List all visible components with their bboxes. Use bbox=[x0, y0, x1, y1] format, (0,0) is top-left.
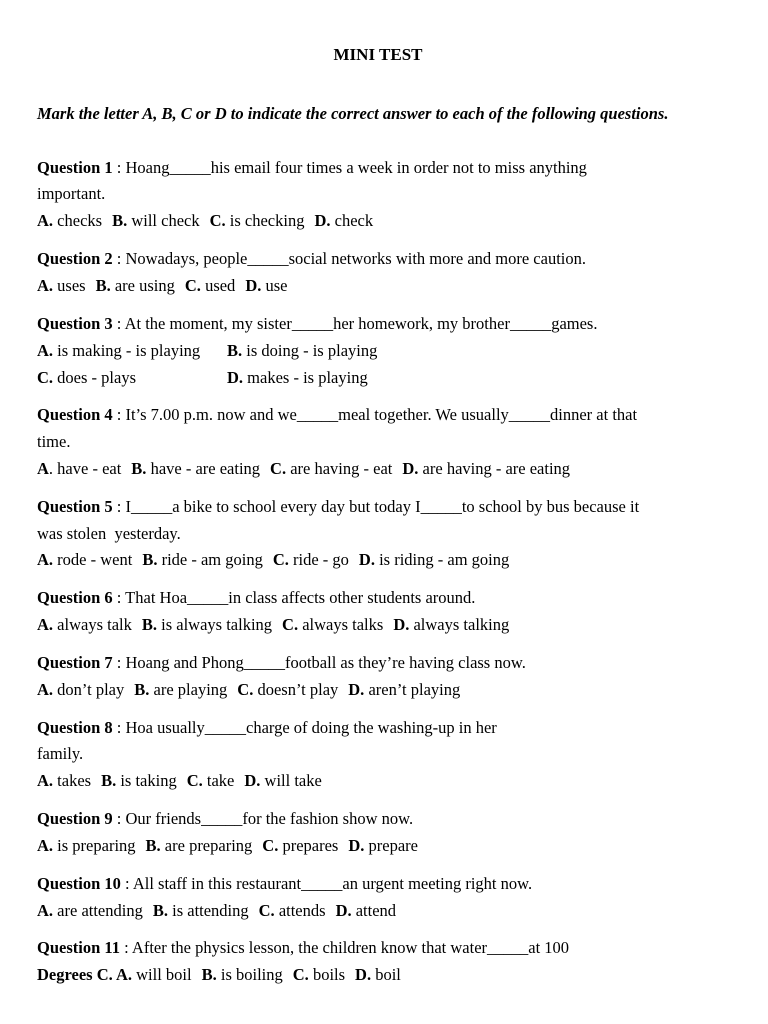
answer-options bbox=[37, 276, 287, 296]
question-stem bbox=[37, 158, 587, 178]
question-stem-continued bbox=[37, 524, 181, 544]
answer-option[interactable] bbox=[37, 459, 121, 478]
answer-option[interactable] bbox=[37, 771, 91, 790]
question-stem-continued bbox=[37, 184, 105, 204]
option-text: always talk bbox=[53, 615, 132, 634]
option-text: is always talking bbox=[157, 615, 273, 634]
option-letter: B. bbox=[112, 211, 128, 230]
question-text: time. bbox=[37, 432, 71, 451]
option-letter: B. bbox=[152, 901, 168, 920]
option-letter: Degrees C. A. bbox=[37, 965, 133, 984]
answer-option[interactable] bbox=[402, 459, 570, 478]
question-number: Question 11 bbox=[37, 938, 120, 957]
option-text: is riding - am going bbox=[374, 550, 510, 569]
answer-option[interactable] bbox=[210, 211, 305, 230]
answer-options bbox=[37, 680, 460, 700]
question-number: Question 1 bbox=[37, 158, 113, 177]
question-text: : Our friends_____for the fashion show now. bbox=[112, 809, 414, 828]
answer-option[interactable] bbox=[96, 276, 175, 295]
option-text: are attending bbox=[53, 901, 143, 920]
question-text: : Hoang_____his email four times a week in order not to miss anything bbox=[112, 158, 587, 177]
question-text: : Nowadays, people_____social networks with more and more caution. bbox=[112, 249, 586, 268]
answer-option[interactable] bbox=[37, 965, 192, 984]
option-text: aren’t playing bbox=[364, 680, 461, 699]
option-letter: C. bbox=[262, 836, 279, 855]
option-text: will take bbox=[260, 771, 322, 790]
answer-options bbox=[37, 965, 401, 985]
answer-option[interactable] bbox=[227, 368, 527, 388]
answer-option[interactable] bbox=[101, 771, 177, 790]
answer-option[interactable] bbox=[142, 550, 263, 569]
option-text: are having - are eating bbox=[418, 459, 571, 478]
option-text: use bbox=[261, 276, 288, 295]
answer-option[interactable] bbox=[202, 965, 283, 984]
page-title: MINI TEST bbox=[333, 45, 423, 64]
answer-option[interactable] bbox=[37, 680, 124, 699]
option-text: boil bbox=[371, 965, 401, 984]
option-text: rode - went bbox=[53, 550, 133, 569]
answer-options bbox=[37, 615, 509, 635]
option-letter: A. bbox=[37, 550, 54, 569]
question-stem-continued bbox=[37, 744, 83, 764]
answer-option[interactable] bbox=[37, 901, 143, 920]
question-text: : It’s 7.00 p.m. now and we_____meal together. We usually_____dinner at that bbox=[112, 405, 638, 424]
question-number: Question 4 bbox=[37, 405, 113, 424]
answer-option[interactable] bbox=[282, 615, 383, 634]
question-text: important. bbox=[37, 184, 106, 203]
question-stem bbox=[37, 874, 532, 894]
question-stem-continued bbox=[37, 432, 70, 452]
option-letter: B. bbox=[201, 965, 217, 984]
option-letter: A. bbox=[37, 276, 54, 295]
question-text: : That Hoa_____in class affects other students around. bbox=[112, 588, 476, 607]
option-text: will check bbox=[127, 211, 200, 230]
option-letter: B. bbox=[227, 341, 243, 360]
answer-option[interactable] bbox=[270, 459, 392, 478]
question-text: : I_____a bike to school every day but today I_____to school by bus because it bbox=[112, 497, 640, 516]
option-text: take bbox=[202, 771, 235, 790]
option-text: makes - is playing bbox=[243, 368, 368, 387]
question-text: : After the physics lesson, the children know that water_____at 100 bbox=[119, 938, 570, 957]
option-letter: D. bbox=[393, 615, 410, 634]
option-text: ride - am going bbox=[157, 550, 263, 569]
answer-option[interactable] bbox=[245, 276, 287, 295]
question-number: Question 8 bbox=[37, 718, 113, 737]
option-text: uses bbox=[53, 276, 86, 295]
answer-option[interactable] bbox=[355, 965, 401, 984]
question-text: was stolen yesterday. bbox=[37, 524, 181, 543]
option-letter: D. bbox=[227, 368, 244, 387]
question-stem bbox=[37, 314, 597, 334]
answer-option[interactable] bbox=[359, 550, 509, 569]
option-letter: B. bbox=[95, 276, 111, 295]
option-text: ride - go bbox=[288, 550, 349, 569]
option-letter: D. bbox=[245, 276, 262, 295]
option-letter: A. bbox=[37, 901, 54, 920]
answer-options bbox=[37, 550, 509, 570]
option-text: checks bbox=[53, 211, 103, 230]
answer-option[interactable] bbox=[37, 211, 102, 230]
option-text: will boil bbox=[132, 965, 192, 984]
question-stem bbox=[37, 588, 475, 608]
option-letter: B. bbox=[141, 615, 157, 634]
option-text: boils bbox=[308, 965, 346, 984]
question-text: : Hoa usually_____charge of doing the washing-up in her bbox=[112, 718, 497, 737]
option-text: is preparing bbox=[53, 836, 136, 855]
option-letter: D. bbox=[244, 771, 261, 790]
option-letter: D. bbox=[348, 680, 365, 699]
option-letter: A. bbox=[37, 211, 54, 230]
question-number: Question 7 bbox=[37, 653, 113, 672]
answer-option[interactable] bbox=[273, 550, 349, 569]
answer-option[interactable] bbox=[153, 901, 249, 920]
option-letter: B. bbox=[101, 771, 117, 790]
option-letter: C. bbox=[272, 550, 289, 569]
option-letter: C. bbox=[258, 901, 275, 920]
option-letter: A. bbox=[37, 680, 54, 699]
question-text: : At the moment, my sister_____her homework, my brother_____games. bbox=[112, 314, 598, 333]
question-text: family. bbox=[37, 744, 84, 763]
option-letter: A bbox=[37, 459, 49, 478]
answer-option[interactable] bbox=[112, 211, 200, 230]
option-text: are preparing bbox=[160, 836, 253, 855]
question-number: Question 5 bbox=[37, 497, 113, 516]
question-number: Question 10 bbox=[37, 874, 121, 893]
answer-option[interactable] bbox=[187, 771, 235, 790]
question-number: Question 3 bbox=[37, 314, 113, 333]
option-letter: D. bbox=[358, 550, 375, 569]
option-text: is doing - is playing bbox=[242, 341, 378, 360]
question-stem bbox=[37, 718, 497, 738]
answer-options bbox=[37, 211, 373, 231]
option-text: is checking bbox=[225, 211, 305, 230]
option-text: . have - eat bbox=[48, 459, 122, 478]
question-text: : All staff in this restaurant_____an urgent meeting right now. bbox=[120, 874, 533, 893]
question-stem bbox=[37, 809, 413, 829]
option-letter: B. bbox=[134, 680, 150, 699]
option-text: is making - is playing bbox=[53, 341, 201, 360]
question-text: : Hoang and Phong_____football as they’re having class now. bbox=[112, 653, 526, 672]
option-text: is boiling bbox=[216, 965, 283, 984]
question-stem bbox=[37, 653, 526, 673]
answer-option[interactable] bbox=[259, 901, 326, 920]
answer-option[interactable] bbox=[37, 836, 136, 855]
answer-option[interactable] bbox=[37, 615, 132, 634]
option-text: are using bbox=[110, 276, 175, 295]
option-letter: D. bbox=[335, 901, 352, 920]
option-text: attends bbox=[274, 901, 326, 920]
question-stem bbox=[37, 938, 569, 958]
option-letter: D. bbox=[348, 836, 365, 855]
answer-option[interactable] bbox=[293, 965, 345, 984]
option-text: have - are eating bbox=[146, 459, 261, 478]
option-text: are playing bbox=[149, 680, 228, 699]
answer-options bbox=[37, 459, 570, 479]
answer-option[interactable] bbox=[134, 680, 227, 699]
option-text: takes bbox=[53, 771, 92, 790]
answer-options bbox=[37, 901, 396, 921]
option-text: prepare bbox=[364, 836, 418, 855]
answer-option[interactable] bbox=[227, 341, 527, 361]
option-letter: D. bbox=[355, 965, 372, 984]
question-stem bbox=[37, 405, 637, 425]
answer-option[interactable] bbox=[37, 341, 227, 361]
answer-options bbox=[37, 771, 322, 791]
option-letter: A. bbox=[37, 836, 54, 855]
option-letter: B. bbox=[142, 550, 158, 569]
answer-option[interactable] bbox=[37, 368, 227, 388]
question-number: Question 2 bbox=[37, 249, 113, 268]
answer-option[interactable] bbox=[37, 550, 132, 569]
answer-option[interactable] bbox=[37, 276, 86, 295]
answer-option[interactable] bbox=[348, 680, 460, 699]
answer-option[interactable] bbox=[185, 276, 235, 295]
answer-option[interactable] bbox=[314, 211, 373, 230]
option-text: used bbox=[200, 276, 236, 295]
answer-option[interactable] bbox=[131, 459, 260, 478]
option-letter: C. bbox=[186, 771, 203, 790]
answer-option[interactable] bbox=[237, 680, 338, 699]
option-text: prepares bbox=[278, 836, 339, 855]
option-text: check bbox=[330, 211, 374, 230]
option-text: doesn’t play bbox=[253, 680, 339, 699]
answer-option[interactable] bbox=[393, 615, 509, 634]
answer-options bbox=[37, 341, 527, 361]
option-letter: A. bbox=[37, 771, 54, 790]
option-letter: C. bbox=[292, 965, 309, 984]
option-text: always talking bbox=[409, 615, 510, 634]
option-letter: C. bbox=[37, 368, 54, 387]
option-letter: A. bbox=[37, 341, 54, 360]
answer-option[interactable] bbox=[244, 771, 321, 790]
option-text: are having - eat bbox=[286, 459, 393, 478]
question-number: Question 6 bbox=[37, 588, 113, 607]
question-number: Question 9 bbox=[37, 809, 113, 828]
option-letter: C. bbox=[237, 680, 254, 699]
answer-options bbox=[37, 368, 527, 388]
option-letter: C. bbox=[270, 459, 287, 478]
answer-options bbox=[37, 836, 418, 856]
option-text: is taking bbox=[116, 771, 177, 790]
option-text: does - plays bbox=[53, 368, 136, 387]
option-text: attend bbox=[351, 901, 397, 920]
answer-option[interactable] bbox=[146, 836, 253, 855]
option-letter: B. bbox=[131, 459, 147, 478]
option-letter: C. bbox=[282, 615, 299, 634]
question-stem bbox=[37, 249, 586, 269]
option-letter: C. bbox=[209, 211, 226, 230]
instruction-text: Mark the letter A, B, C or D to indicate the correct answer to each of the following questions. bbox=[37, 104, 669, 123]
answer-option[interactable] bbox=[336, 901, 397, 920]
answer-option[interactable] bbox=[142, 615, 272, 634]
answer-option[interactable] bbox=[262, 836, 338, 855]
question-stem bbox=[37, 497, 639, 517]
option-letter: C. bbox=[184, 276, 201, 295]
option-text: is attending bbox=[167, 901, 249, 920]
option-letter: B. bbox=[145, 836, 161, 855]
option-letter: D. bbox=[402, 459, 419, 478]
option-letter: D. bbox=[314, 211, 331, 230]
option-text: always talks bbox=[298, 615, 384, 634]
option-text: don’t play bbox=[53, 680, 125, 699]
option-letter: A. bbox=[37, 615, 54, 634]
answer-option[interactable] bbox=[348, 836, 418, 855]
